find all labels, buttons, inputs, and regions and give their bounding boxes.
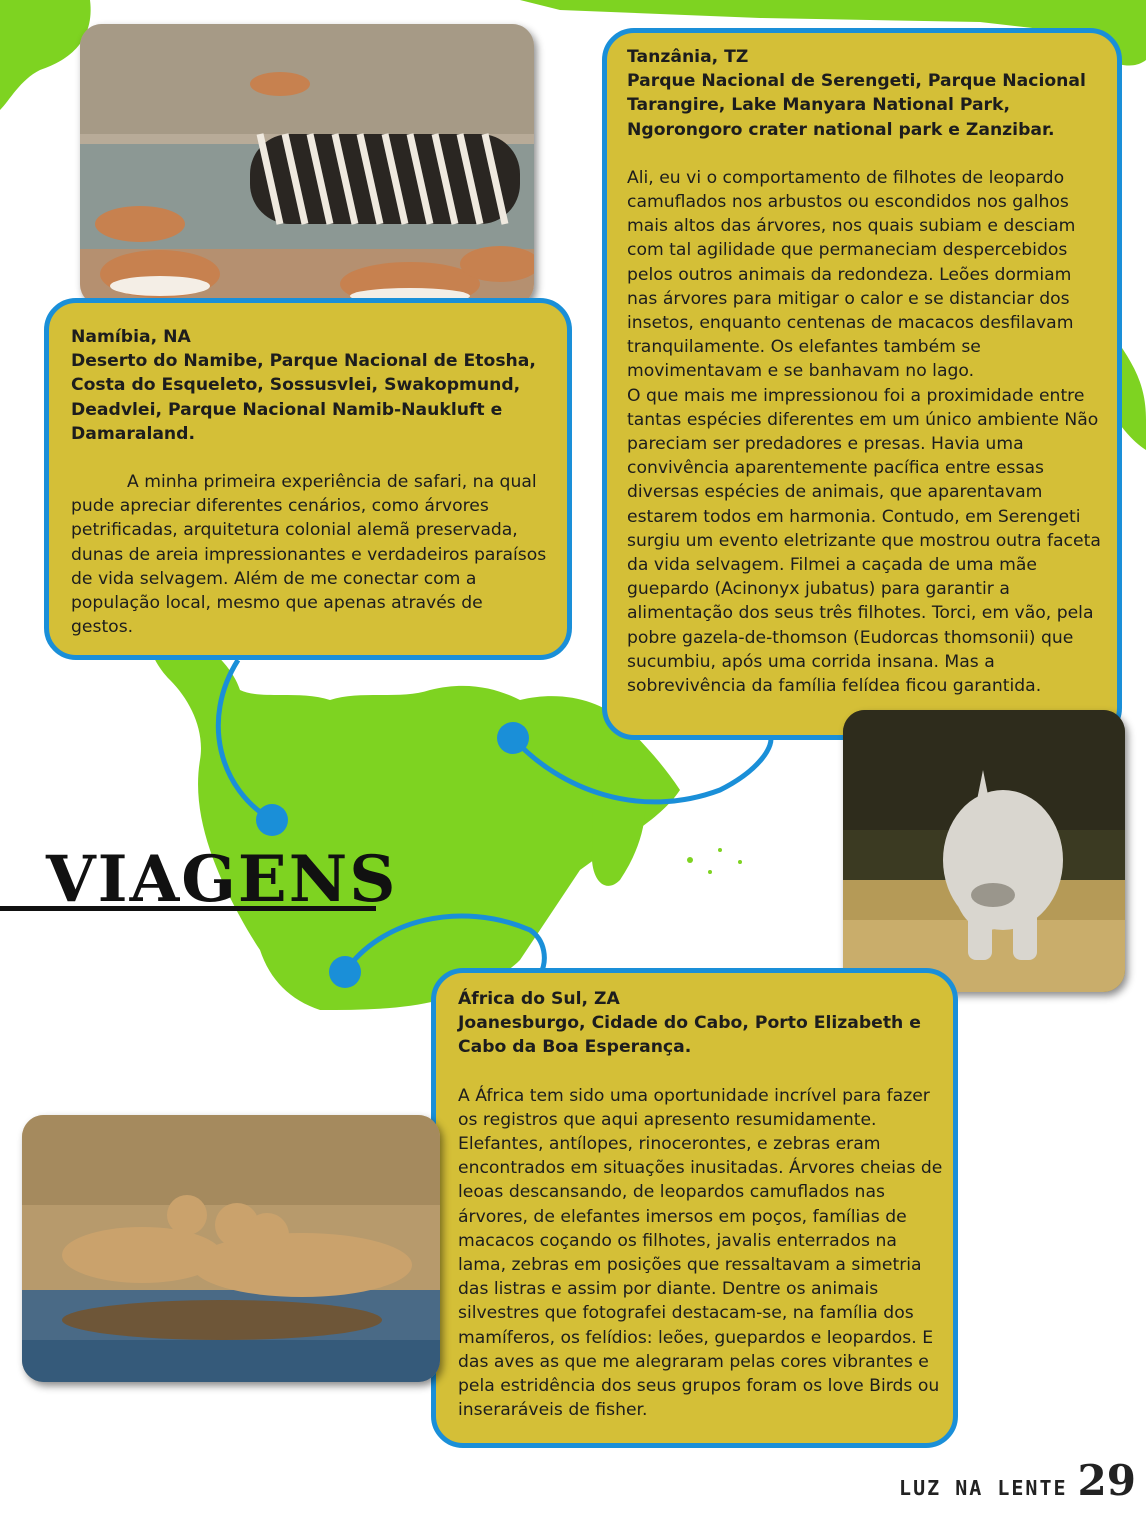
tanzania-card (602, 28, 1122, 740)
tanzania-map-dot (497, 722, 529, 754)
south-africa-map-dot (329, 956, 361, 988)
page-number: 29 (1077, 1456, 1136, 1505)
south-africa-card (431, 968, 958, 1448)
south-africa-heading: África do Sul, ZA (458, 989, 620, 1009)
tanzania-heading: Tanzânia, TZ (627, 47, 749, 67)
namibia-map-dot (256, 804, 288, 836)
namibia-card (44, 298, 572, 660)
south-africa-places: Joanesburgo, Cidade do Cabo, Porto Elizabeth e Cabo da Boa Esperança. (458, 1013, 921, 1058)
zebras-photo (80, 24, 534, 306)
tanzania-body-1: Ali, eu vi o comportamento de filhotes de leopardo camuflados nos arbustos ou escondidos nos galhos mais altos das árvores, nos quais subiam e desciam com tal agilidade que permaneciam despercebidos pelos outros animais da redondeza. Leões dormiam nas árvores para mitigar o calor e se distanciar dos insetos, enquanto centenas de macacos desfilavam tranquilamente. Os elefantes também se movimentavam e se banhavam no lago. (627, 167, 1076, 382)
page-footer (899, 1456, 1136, 1505)
namibia-places: Deserto do Namibe, Parque Nacional de Etosha, Costa do Esqueleto, Sossusvlei, Swakopmund, Deadvlei, Parque Nacional Namib-Naukluft e Damaraland. (71, 351, 536, 444)
rhino-photo (843, 710, 1125, 992)
south-africa-body: A África tem sido uma oportunidade incrível para fazer os registros que aqui apresento resumidamente. Elefantes, antílopes, rinocerontes, e zebras eram encontrados em situações inusitadas. Árvores cheias de leoas descansando, de leopardos camuflados nas árvores, de elefantes imersos em poços, famílias de macacos coçando os filhotes, javalis enterrados na lama, zebras em posições que ressaltavam a simetria das listras e assim por diante. Dentre os animais silvestres que fotografei destacam-se, na família dos mamíferos, os felídios: leões, guepardos e leopardos. E das aves as que me alegraram pelas cores vibrantes e pela estridência dos seus grupos foram os love Birds ou inseraráveis de fisher. (458, 1085, 943, 1421)
namibia-body: A minha primeira experiência de safari, na qual pude apreciar diferentes cenários, como árvores petrificadas, arquitetura colonial alemã preservada, dunas de areia impressionantes e verdadeiros paraísos de vida selvagem. Além de me conectar com a população local, mesmo que apenas através de gestos. (71, 472, 547, 638)
madagascar-landmass (592, 759, 646, 886)
tanzania-body-2: O que mais me impressionou foi a proximidade entre tantas espécies diferentes em um único ambiente Não pareciam ser predadores e presas. Havia uma convivência aparentemente pacífica entre essas diversas espécies de animais, que aparentavam estarem todos em harmonia. Contudo, em Serengeti surgiu um evento eletrizante que mostrou outra faceta da vida selvagem. Filmei a caçada de uma mãe guepardo (Acinonyx jubatus) para garantir a alimentação dos seus três filhotes. Torci, em vão, pela pobre gazela-de-thomson (Eudorcas thomsonii) que sucumbiu, após uma corrida insana. Mas a sobrevivência da família felídea ficou garantida. (627, 385, 1101, 697)
page-title: VIAGENS (46, 842, 398, 917)
magazine-name: LUZ NA LENTE (899, 1476, 1068, 1500)
lions-photo (22, 1115, 440, 1382)
tanzania-places: Parque Nacional de Serengeti, Parque Nacional Tarangire, Lake Manyara National Park, Ngorongoro crater national park e Zanzibar. (627, 71, 1086, 140)
namibia-heading: Namíbia, NA (71, 327, 191, 347)
